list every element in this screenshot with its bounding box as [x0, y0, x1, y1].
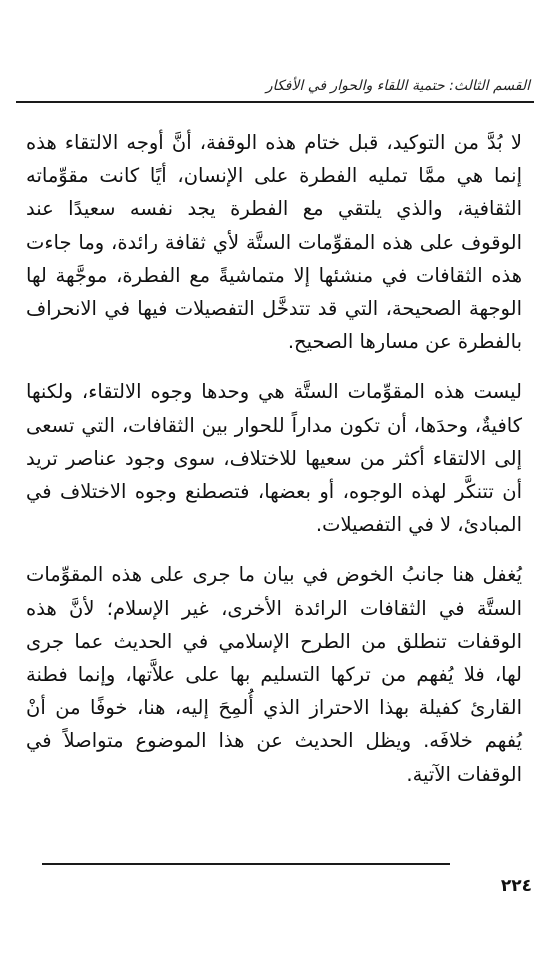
paragraph-3: يُغفل هنا جانبُ الخوض في بيان ما جرى على هذه المقوِّمات الستَّة في الثقافات الرائدة الأخرى، غير الإسلام؛ لأنَّ هذه الوقفات تنطلق من الطرح الإسلامي في الحديث عما جرى لها، فلا يُفهم من تركها التسليم بها على علاَّتها، وإنما فطنة القارئ كفيلة بهذا الاحتراز الذي أُلمِحَ إليه، هنا، خوفًا من أنْ يُفهم خلافَه. ويظل الحديث عن هذا الموضوع متواصلاً في الوقفات الآتية.: [26, 563, 522, 786]
page-number: ٢٢٤: [500, 876, 532, 896]
body-text: [26, 126, 522, 791]
header-rule: [16, 101, 534, 103]
footer-rule: [42, 863, 450, 865]
running-header: [22, 78, 530, 100]
paragraph-2: ليست هذه المقوِّمات الستَّة هي وحدها وجوه الالتقاء، ولكنها كافيةٌ، وحدَها، أن تكون مداراً للحوار بين الثقافات، التي تسعى إلى الالتقاء أكثر من سعيها للاختلاف، سوى وجود عناصر تريد أن تتنكَّر لهذه الوجوه، أو بعضها، فتصطنع وجوه الاختلاف في المبادئ، لا في التفصيلات.: [26, 380, 522, 537]
paragraph-1: لا بُدَّ من التوكيد، قبل ختام هذه الوقفة، أنَّ أوجه الالتقاء هذه إنما هي ممَّا تمليه الفطرة على الإنسان، أيًا كانت مقوِّماته الثقافية، والذي يلتقي مع الفطرة يجد نفسه سعيدًا عند الوقوف على هذه المقوِّمات الستَّة لأي ثقافة رائدة، وما جاءت هذه الثقافات في منشئها إلا متماشيةً مع الفطرة، موجَّهة لها الوجهة الصحيحة، التي قد تتدخَّل التفصيلات فيها في الانحراف بالفطرة عن مسارها الصحيح.: [26, 131, 522, 354]
running-header-title: القسم الثالث: حتمية اللقاء والحوار في الأفكار: [265, 78, 530, 94]
